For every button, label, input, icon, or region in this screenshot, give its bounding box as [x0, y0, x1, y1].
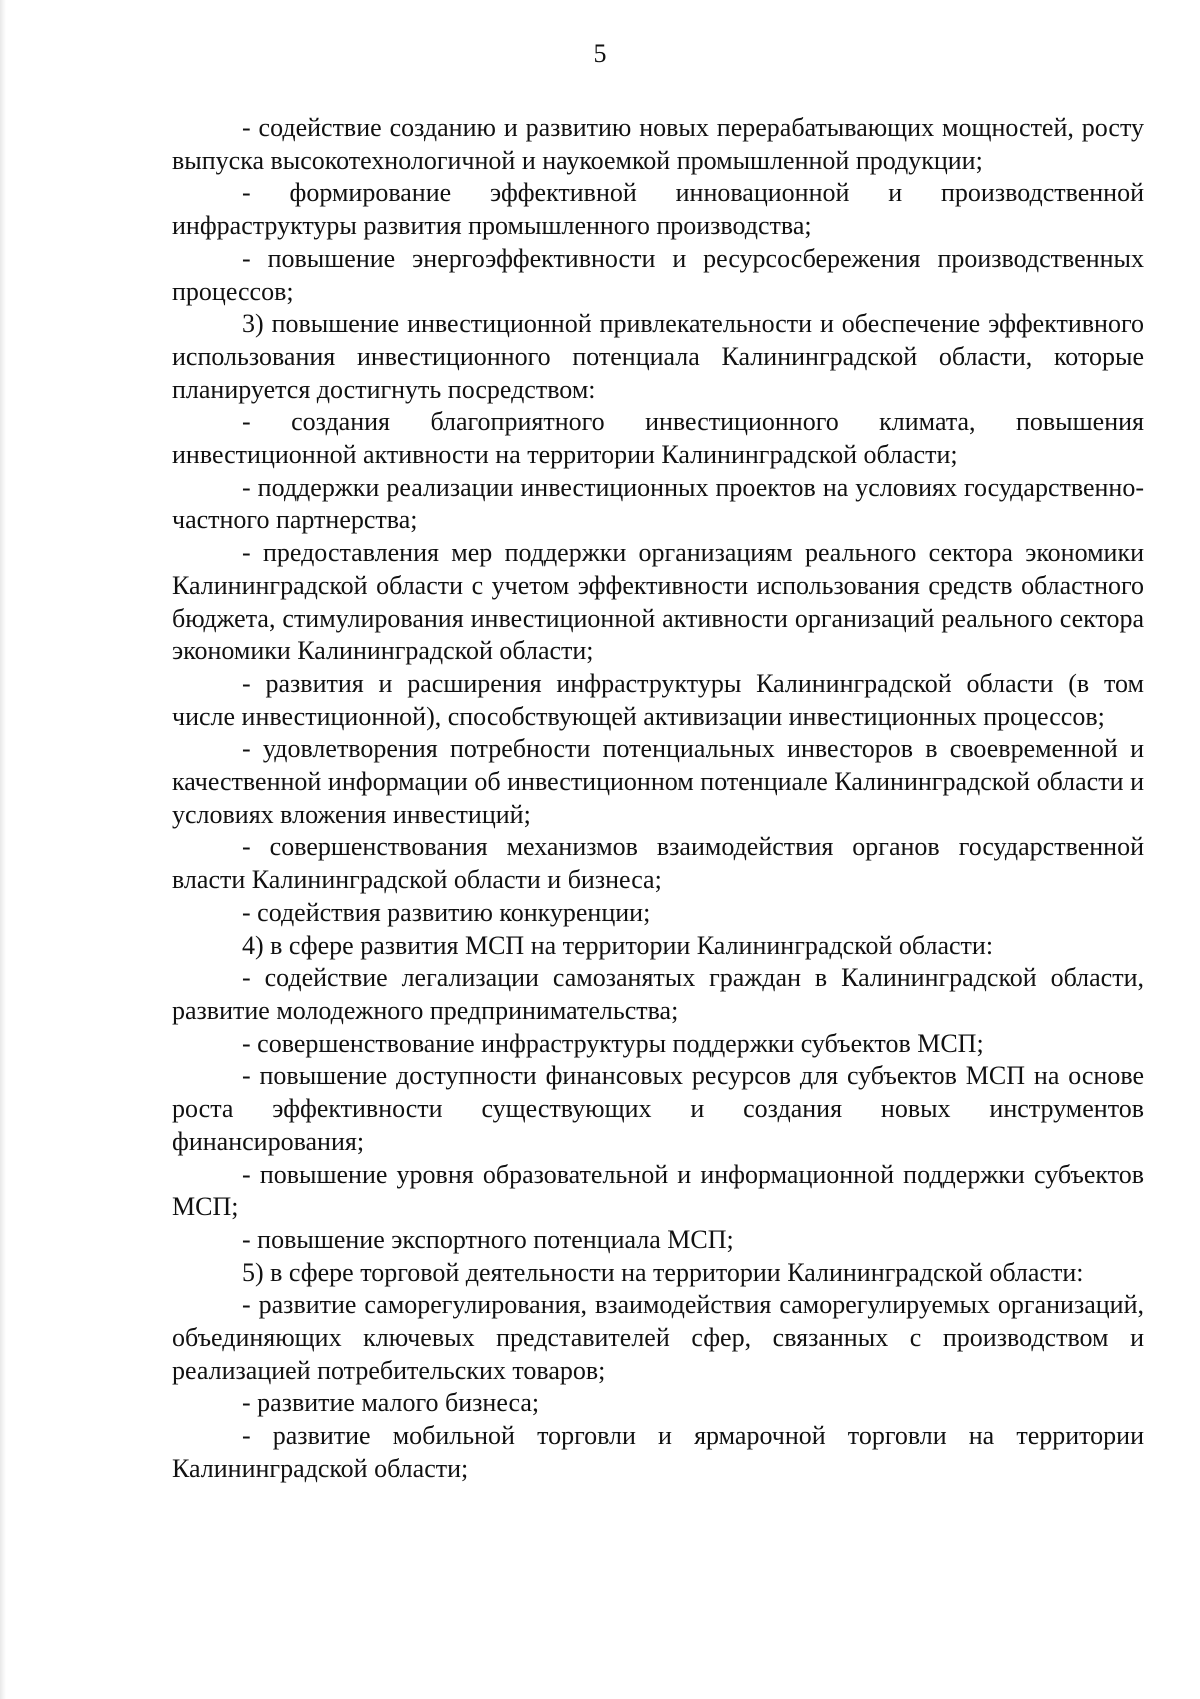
paragraph: - совершенствования механизмов взаимодействия органов государственной власти Калининградской области и бизнеса; [172, 832, 1144, 895]
scan-edge [0, 0, 6, 1699]
paragraph: - предоставления мер поддержки организациям реального сектора экономики Калининградской области с учетом эффективности использования средств областного бюджета, стимулирования инвестиционной активности организаций реального сектора экономики Калининградской области; [172, 538, 1144, 666]
page-number: 5 [593, 39, 607, 68]
paragraph: - удовлетворения потребности потенциальных инвесторов в своевременной и качественной информации об инвестиционном потенциале Калининградской области и условиях вложения инвестиций; [172, 734, 1144, 829]
paragraph: - развитие саморегулирования, взаимодействия саморегулируемых организаций, объединяющих ключевых представителей сфер, связанных с производством и реализацией потребительских товаров; [172, 1290, 1144, 1385]
paragraph: 3) повышение инвестиционной привлекательности и обеспечение эффективного использования инвестиционного потенциала Калининградской области, которые планируется достигнуть посредством: [172, 309, 1144, 404]
paragraph: - совершенствование инфраструктуры поддержки субъектов МСП; [242, 1028, 984, 1058]
document-body [172, 112, 1144, 1486]
paragraph: - содействия развитию конкуренции; [242, 897, 651, 927]
paragraph: - содействие созданию и развитию новых перерабатывающих мощностей, росту выпуска высокотехнологичной и наукоемкой промышленной продукции; [172, 113, 1144, 175]
paragraph: - развитие мобильной торговли и ярмарочной торговли на территории Калининградской области; [172, 1421, 1144, 1483]
paragraph: - повышение энергоэффективности и ресурсосбережения производственных процессов; [172, 243, 1144, 306]
paragraph: - содействие легализации самозанятых граждан в Калининградской области, развитие молодежного предпринимательства; [172, 963, 1144, 1025]
paragraph: - формирование эффективной инновационной и производственной инфраструктуры развития промышленного производства; [172, 178, 1144, 241]
paragraph: - поддержки реализации инвестиционных проектов на условиях государственно-частного партнерства; [172, 472, 1144, 535]
paragraph: - повышение экспортного потенциала МСП; [242, 1224, 734, 1254]
paragraph: - создания благоприятного инвестиционного климата, повышения инвестиционной активности на территории Калининградской области; [172, 407, 1144, 470]
paragraph: 4) в сфере развития МСП на территории Калининградской области: [242, 930, 994, 960]
paragraph: - развитие малого бизнеса; [242, 1388, 540, 1418]
paragraph: - повышение доступности финансовых ресурсов для субъектов МСП на основе роста эффективности существующих и создания новых инструментов финансирования; [172, 1061, 1144, 1156]
paragraph: - повышение уровня образовательной и информационной поддержки субъектов МСП; [172, 1159, 1144, 1222]
paragraph: 5) в сфере торговой деятельности на территории Калининградской области: [242, 1257, 1084, 1287]
paragraph: - развития и расширения инфраструктуры Калининградской области (в том числе инвестиционной), способствующей активизации инвестиционных процессов; [172, 668, 1144, 731]
